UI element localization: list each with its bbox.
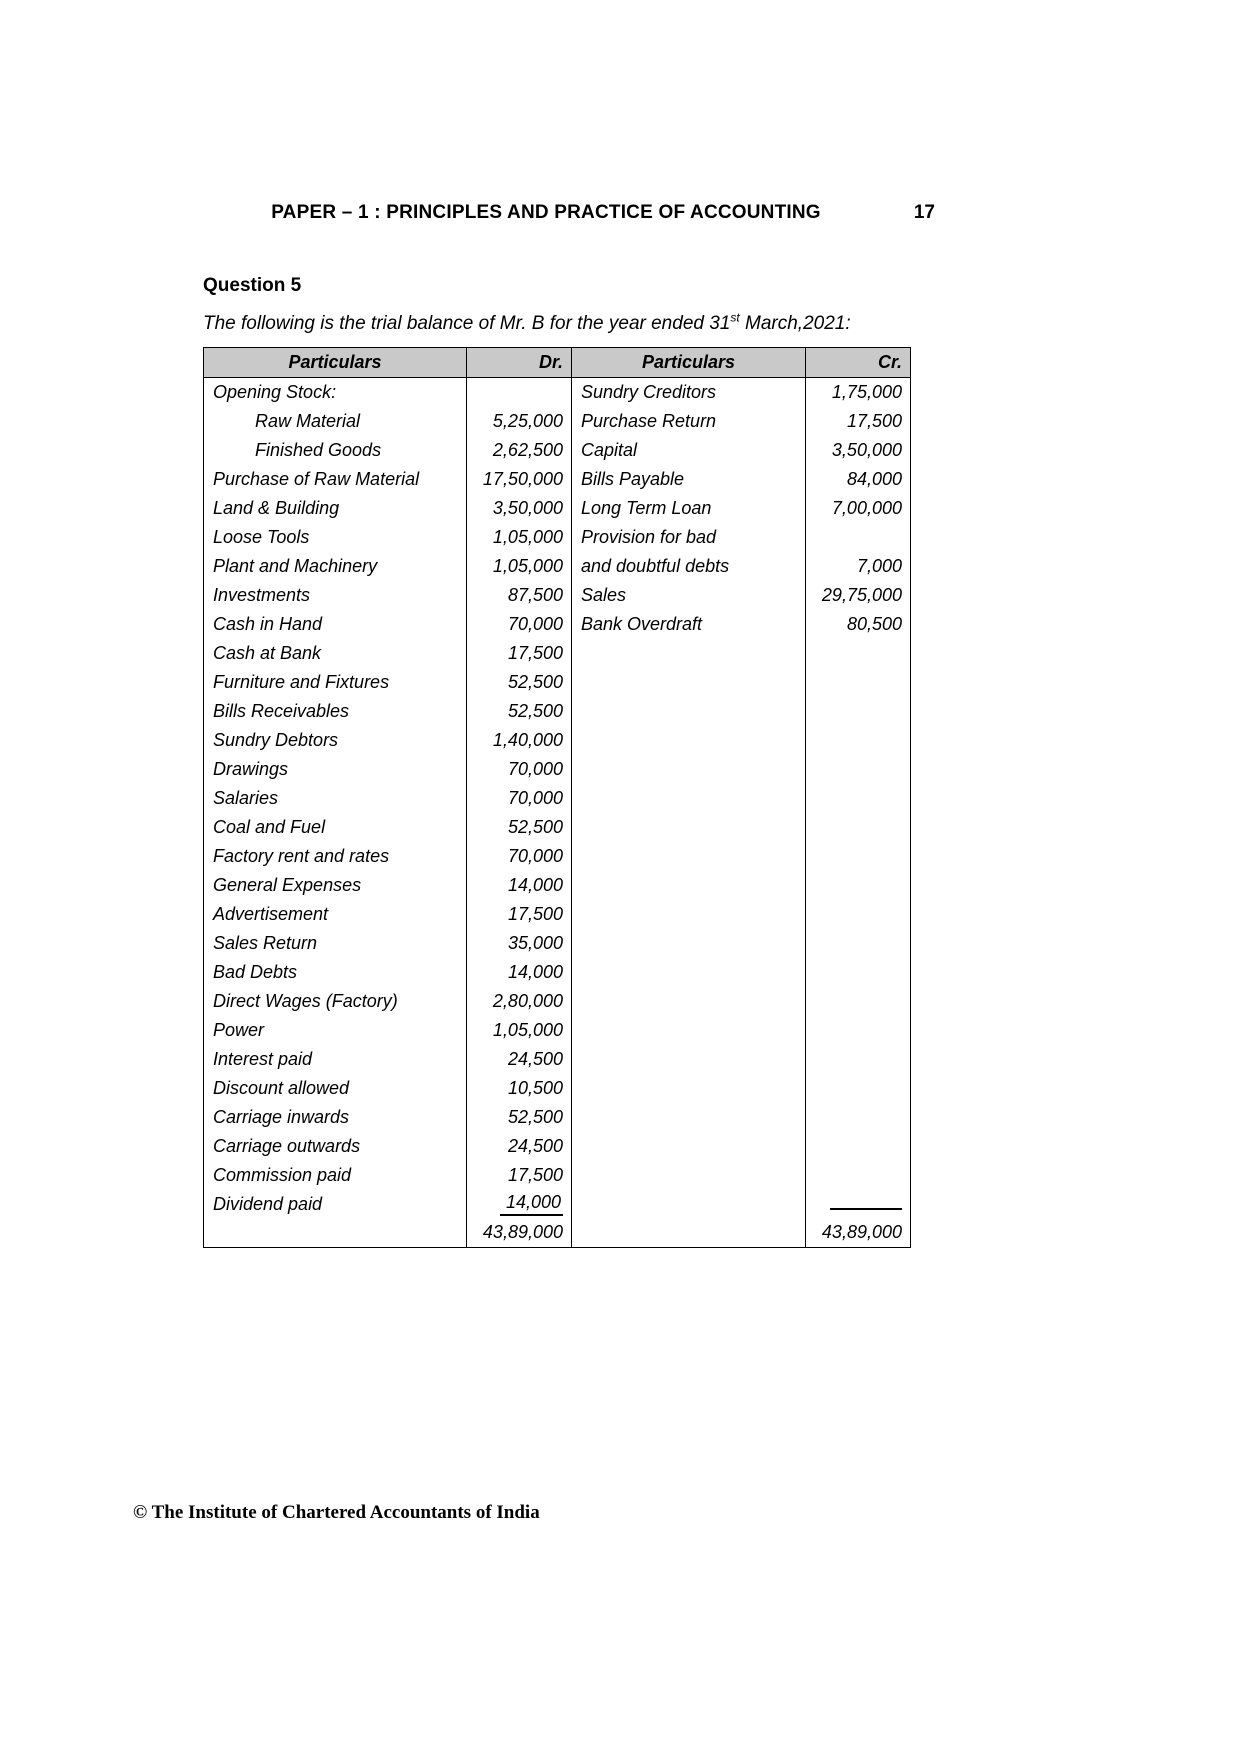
dr-amount: 87,500 bbox=[507, 584, 563, 605]
particulars-right-cell: Provision for bad bbox=[572, 523, 806, 552]
table-header bbox=[204, 348, 911, 378]
table-row bbox=[204, 494, 911, 523]
dr-amount-cell bbox=[467, 436, 572, 465]
table-row bbox=[204, 668, 911, 697]
particulars-right-cell: Capital bbox=[572, 436, 806, 465]
particulars-left-cell: Commission paid bbox=[204, 1161, 467, 1190]
header-dr: Dr. bbox=[467, 348, 572, 378]
dr-amount: 1,05,000 bbox=[492, 526, 563, 547]
cr-amount: 7,00,000 bbox=[831, 497, 902, 518]
dr-amount-cell bbox=[467, 523, 572, 552]
cr-amount-cell bbox=[806, 639, 911, 668]
dr-amount-cell bbox=[467, 1190, 572, 1219]
dr-amount: 10,500 bbox=[507, 1077, 563, 1098]
table-row bbox=[204, 407, 911, 436]
particulars-right-cell bbox=[572, 1016, 806, 1045]
particulars-left-cell bbox=[204, 1219, 467, 1248]
dr-amount-cell bbox=[467, 465, 572, 494]
cr-amount-cell bbox=[806, 813, 911, 842]
table-row bbox=[204, 1074, 911, 1103]
cr-amount: 3,50,000 bbox=[831, 439, 902, 460]
question-label: Question 5 bbox=[203, 275, 302, 296]
table-row bbox=[204, 1161, 911, 1190]
cr-amount-cell bbox=[806, 929, 911, 958]
particulars-left-cell: Opening Stock: bbox=[204, 378, 467, 407]
particulars-left-cell: Cash in Hand bbox=[204, 610, 467, 639]
cr-amount: 17,500 bbox=[846, 410, 902, 431]
particulars-left-cell: Raw Material bbox=[204, 407, 467, 436]
dr-amount: 1,05,000 bbox=[492, 555, 563, 576]
particulars-right-cell: Bills Payable bbox=[572, 465, 806, 494]
particulars-right-cell bbox=[572, 639, 806, 668]
cr-amount-cell bbox=[806, 1016, 911, 1045]
particulars-left-cell: Land & Building bbox=[204, 494, 467, 523]
dr-amount-cell bbox=[467, 610, 572, 639]
question-intro bbox=[203, 312, 935, 335]
dr-amount-cell bbox=[467, 407, 572, 436]
dr-amount-cell bbox=[467, 929, 572, 958]
particulars-right-cell bbox=[572, 1045, 806, 1074]
particulars-right-cell bbox=[572, 726, 806, 755]
dr-amount: 1,40,000 bbox=[492, 729, 563, 750]
table-row bbox=[204, 784, 911, 813]
dr-amount: 3,50,000 bbox=[492, 497, 563, 518]
particulars-right-cell bbox=[572, 1219, 806, 1248]
particulars-left-cell: Advertisement bbox=[204, 900, 467, 929]
particulars-right-cell bbox=[572, 813, 806, 842]
dr-amount: 14,000 bbox=[507, 874, 563, 895]
dr-amount: 17,500 bbox=[507, 903, 563, 924]
particulars-left-cell: Purchase of Raw Material bbox=[204, 465, 467, 494]
cr-amount-cell bbox=[806, 958, 911, 987]
dr-amount-cell bbox=[467, 987, 572, 1016]
dr-amount: 17,50,000 bbox=[482, 468, 563, 489]
dr-amount-cell bbox=[467, 581, 572, 610]
table-row bbox=[204, 900, 911, 929]
intro-text-start: The following is the trial balance of Mr. B for the year ended 31 bbox=[203, 313, 731, 334]
dr-amount: 2,80,000 bbox=[492, 990, 563, 1011]
particulars-left-cell: Carriage outwards bbox=[204, 1132, 467, 1161]
dr-amount-cell bbox=[467, 1219, 572, 1248]
dr-amount-cell bbox=[467, 494, 572, 523]
dr-amount-cell bbox=[467, 871, 572, 900]
dr-amount: 24,500 bbox=[507, 1135, 563, 1156]
particulars-left-cell: Carriage inwards bbox=[204, 1103, 467, 1132]
particulars-left-cell: Bad Debts bbox=[204, 958, 467, 987]
particulars-left-cell: Plant and Machinery bbox=[204, 552, 467, 581]
total-row bbox=[204, 1219, 911, 1248]
dr-amount-cell bbox=[467, 1016, 572, 1045]
particulars-right-cell bbox=[572, 842, 806, 871]
dr-amount-cell bbox=[467, 1103, 572, 1132]
table-row bbox=[204, 581, 911, 610]
particulars-left-cell: Sundry Debtors bbox=[204, 726, 467, 755]
dr-amount-cell bbox=[467, 1132, 572, 1161]
dr-amount: 14,000 bbox=[507, 961, 563, 982]
cr-amount-cell bbox=[806, 1045, 911, 1074]
dr-amount: 52,500 bbox=[507, 1106, 563, 1127]
cr-amount-cell bbox=[806, 668, 911, 697]
header-particulars-dr: Particulars bbox=[204, 348, 467, 378]
table-row bbox=[204, 639, 911, 668]
cr-amount-cell bbox=[806, 1190, 911, 1219]
particulars-right-cell: and doubtful debts bbox=[572, 552, 806, 581]
cr-amount-cell bbox=[806, 1132, 911, 1161]
table-row bbox=[204, 755, 911, 784]
cr-amount-cell bbox=[806, 987, 911, 1016]
particulars-right-cell bbox=[572, 1103, 806, 1132]
particulars-right-cell bbox=[572, 958, 806, 987]
particulars-left-cell: General Expenses bbox=[204, 871, 467, 900]
cr-amount-cell bbox=[806, 842, 911, 871]
dr-amount: 2,62,500 bbox=[492, 439, 563, 460]
table-row bbox=[204, 552, 911, 581]
cr-amount: 84,000 bbox=[846, 468, 902, 489]
dr-amount: 35,000 bbox=[507, 932, 563, 953]
table-header-row bbox=[204, 348, 911, 378]
dr-amount: 70,000 bbox=[507, 787, 563, 808]
footer-copyright: © The Institute of Chartered Accountants of India bbox=[133, 1502, 540, 1523]
particulars-right-cell bbox=[572, 871, 806, 900]
cr-amount: 80,500 bbox=[846, 613, 902, 634]
particulars-left-cell: Cash at Bank bbox=[204, 639, 467, 668]
table-row bbox=[204, 697, 911, 726]
particulars-right-cell bbox=[572, 784, 806, 813]
particulars-right-cell: Sales bbox=[572, 581, 806, 610]
particulars-right-cell: Bank Overdraft bbox=[572, 610, 806, 639]
cr-amount-cell bbox=[806, 900, 911, 929]
dr-amount-cell bbox=[467, 1074, 572, 1103]
particulars-right-cell bbox=[572, 755, 806, 784]
dr-amount-cell bbox=[467, 697, 572, 726]
table-row bbox=[204, 929, 911, 958]
dr-amount: 24,500 bbox=[507, 1048, 563, 1069]
cr-amount-cell bbox=[806, 1103, 911, 1132]
cr-amount-cell bbox=[806, 465, 911, 494]
particulars-left-cell: Interest paid bbox=[204, 1045, 467, 1074]
particulars-left-cell: Investments bbox=[204, 581, 467, 610]
table-row bbox=[204, 378, 911, 407]
particulars-right-cell bbox=[572, 900, 806, 929]
table-row bbox=[204, 813, 911, 842]
particulars-left-cell: Bills Receivables bbox=[204, 697, 467, 726]
dr-amount-cell bbox=[467, 552, 572, 581]
cr-amount: 43,89,000 bbox=[821, 1222, 902, 1243]
dr-amount-cell bbox=[467, 726, 572, 755]
cr-amount-cell bbox=[806, 755, 911, 784]
table-row bbox=[204, 842, 911, 871]
table-row bbox=[204, 958, 911, 987]
total-rule-line bbox=[830, 1196, 902, 1210]
particulars-right-cell bbox=[572, 1190, 806, 1219]
particulars-left-cell: Drawings bbox=[204, 755, 467, 784]
particulars-left-cell: Factory rent and rates bbox=[204, 842, 467, 871]
table-row bbox=[204, 1132, 911, 1161]
dr-amount-cell bbox=[467, 639, 572, 668]
particulars-right-cell bbox=[572, 929, 806, 958]
particulars-right-cell bbox=[572, 1074, 806, 1103]
particulars-left-cell: Finished Goods bbox=[204, 436, 467, 465]
dr-amount-cell bbox=[467, 958, 572, 987]
particulars-right-cell: Sundry Creditors bbox=[572, 378, 806, 407]
cr-amount-cell bbox=[806, 697, 911, 726]
cr-amount-cell bbox=[806, 1074, 911, 1103]
cr-amount-cell bbox=[806, 523, 911, 552]
particulars-right-cell: Purchase Return bbox=[572, 407, 806, 436]
particulars-left-cell: Coal and Fuel bbox=[204, 813, 467, 842]
particulars-left-cell: Power bbox=[204, 1016, 467, 1045]
dr-amount-cell bbox=[467, 378, 572, 407]
cr-amount-cell bbox=[806, 784, 911, 813]
cr-amount-cell bbox=[806, 407, 911, 436]
cr-amount-cell bbox=[806, 610, 911, 639]
cr-amount-cell bbox=[806, 726, 911, 755]
particulars-left-cell: Salaries bbox=[204, 784, 467, 813]
table-row bbox=[204, 726, 911, 755]
table-row bbox=[204, 1103, 911, 1132]
page-number: 17 bbox=[913, 202, 935, 223]
dr-amount-cell bbox=[467, 842, 572, 871]
dr-amount: 5,25,000 bbox=[492, 410, 563, 431]
table-row bbox=[204, 610, 911, 639]
cr-amount-cell bbox=[806, 1219, 911, 1248]
dr-amount: 52,500 bbox=[507, 700, 563, 721]
dr-amount: 17,500 bbox=[507, 1164, 563, 1185]
particulars-right-cell: Long Term Loan bbox=[572, 494, 806, 523]
table-row bbox=[204, 1045, 911, 1074]
cr-amount-cell bbox=[806, 552, 911, 581]
cr-amount: 29,75,000 bbox=[821, 584, 902, 605]
particulars-left-cell: Sales Return bbox=[204, 929, 467, 958]
particulars-right-cell bbox=[572, 987, 806, 1016]
particulars-left-cell: Direct Wages (Factory) bbox=[204, 987, 467, 1016]
paper-title: PAPER – 1 : PRINCIPLES AND PRACTICE OF ACCOUNTING bbox=[271, 202, 821, 223]
cr-amount-cell bbox=[806, 581, 911, 610]
particulars-left-cell: Discount allowed bbox=[204, 1074, 467, 1103]
particulars-right-cell bbox=[572, 697, 806, 726]
header-particulars-cr: Particulars bbox=[572, 348, 806, 378]
intro-text-end: March,2021: bbox=[739, 313, 851, 334]
page-content bbox=[203, 201, 935, 1248]
table-row bbox=[204, 1016, 911, 1045]
page-header bbox=[203, 201, 935, 224]
particulars-left-cell: Loose Tools bbox=[204, 523, 467, 552]
table-row bbox=[204, 523, 911, 552]
cr-amount-cell bbox=[806, 378, 911, 407]
dr-amount: 1,05,000 bbox=[492, 1019, 563, 1040]
particulars-left-cell: Furniture and Fixtures bbox=[204, 668, 467, 697]
dr-amount: 70,000 bbox=[507, 613, 563, 634]
dr-amount-cell bbox=[467, 784, 572, 813]
cr-amount: 7,000 bbox=[856, 555, 902, 576]
dr-amount: 52,500 bbox=[507, 816, 563, 837]
table-row bbox=[204, 465, 911, 494]
trial-balance-table bbox=[203, 347, 911, 1248]
header-cr: Cr. bbox=[806, 348, 911, 378]
particulars-right-cell bbox=[572, 1132, 806, 1161]
dr-amount: 52,500 bbox=[507, 671, 563, 692]
table-row bbox=[204, 871, 911, 900]
particulars-right-cell bbox=[572, 668, 806, 697]
dr-amount: 43,89,000 bbox=[482, 1222, 563, 1243]
cr-amount-cell bbox=[806, 436, 911, 465]
table-row bbox=[204, 436, 911, 465]
dr-amount-cell bbox=[467, 900, 572, 929]
table-row bbox=[204, 987, 911, 1016]
dr-amount-cell bbox=[467, 668, 572, 697]
dr-amount-cell bbox=[467, 1045, 572, 1074]
particulars-right-cell bbox=[572, 1161, 806, 1190]
table-row bbox=[204, 1190, 911, 1219]
dr-amount-cell bbox=[467, 813, 572, 842]
dr-amount: 70,000 bbox=[507, 758, 563, 779]
dr-amount: 70,000 bbox=[507, 845, 563, 866]
dr-amount-cell bbox=[467, 755, 572, 784]
dr-amount: 14,000 bbox=[500, 1192, 563, 1216]
trial-balance-body bbox=[204, 378, 911, 1248]
particulars-left-cell: Dividend paid bbox=[204, 1190, 467, 1219]
dr-amount: 17,500 bbox=[507, 642, 563, 663]
intro-superscript: st bbox=[730, 310, 740, 325]
cr-amount-cell bbox=[806, 1161, 911, 1190]
dr-amount-cell bbox=[467, 1161, 572, 1190]
cr-amount-cell bbox=[806, 871, 911, 900]
cr-amount-cell bbox=[806, 494, 911, 523]
cr-amount: 1,75,000 bbox=[831, 381, 902, 402]
